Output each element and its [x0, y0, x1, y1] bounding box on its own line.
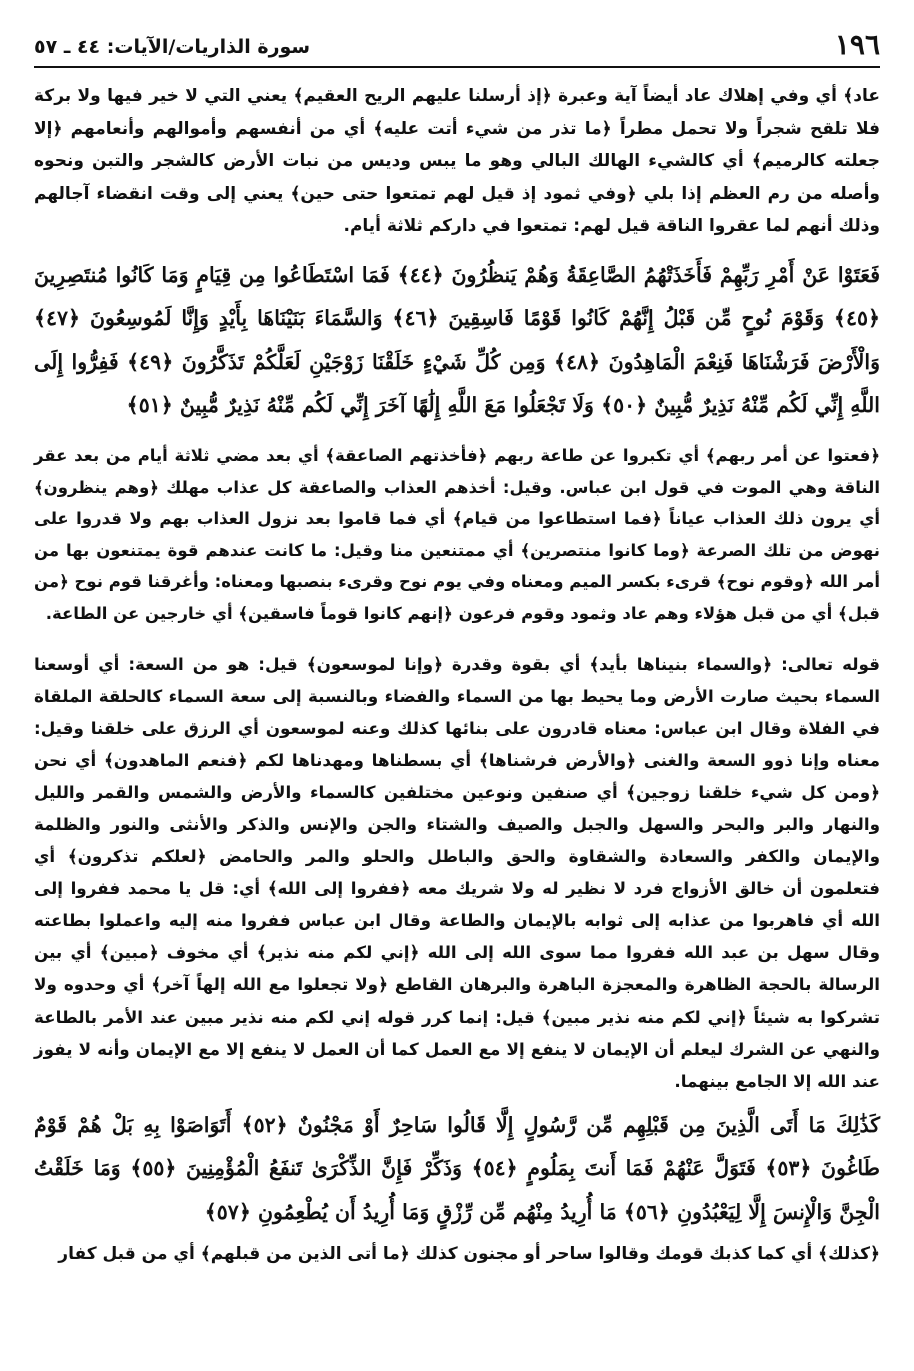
paragraph-text: ﴿فعتوا عن أمر ربهم﴾ أي تكبروا عن طاعة ربهم ﴿فأخذتهم الصاعقة﴾ أي بعد مضي ثلاثة أيام من بعد عقر الناقة وهي الموت في قول ابن عباس. وقيل: أخذهم العذاب والصاعقة كل عذاب مهلك ﴿وهم ينظرون﴾ أي يرون ذلك العذاب عياناً ﴿فما استطاعوا من قيام﴾ أي فما قاموا بعد نزول العذاب بهم ولا قدروا على نهوض من تلك الصرعة ﴿وما كانوا منتصرين﴾ أي ممتنعين منا وقيل: ما كانت عندهم قوة يمتنعون بها من أمر الله ﴿وقوم نوح﴾ قرىء بكسر الميم ومعناه وفي يوم نوح وقرىء بنصبها ومعناه: وأغرقنا قوم نوح ﴿من قبل﴾ أي من قبل هؤلاء وهم عاد وثمود وقوم فرعون ﴿إنهم كانوا قوماً فاسقين﴾ أي خارجين عن الطاعة.	[34, 446, 880, 623]
verse-text: كَذَٰلِكَ مَا أَتَى الَّذِينَ مِن قَبْلِهِم مِّن رَّسُولٍ إِلَّا قَالُوا سَاحِرٌ أَوْ مَجْنُونٌ ﴿٥٢﴾ أَتَوَاصَوْا بِهِ بَلْ هُمْ قَوْمٌ طَاغُونَ ﴿٥٣﴾ فَتَوَلَّ عَنْهُمْ فَمَا أَنتَ بِمَلُومٍ ﴿٥٤﴾ وَذَكِّرْ فَإِنَّ الذِّكْرَىٰ تَنفَعُ الْمُؤْمِنِينَ ﴿٥٥﴾ وَمَا خَلَقْتُ الْجِنَّ وَالْإِنسَ إِلَّا لِيَعْبُدُونِ ﴿٥٦﴾ مَا أُرِيدُ مِنْهُم مِّن رِّزْقٍ وَمَا أُرِيدُ أَن يُطْعِمُونِ ﴿٥٧﴾	[34, 1113, 880, 1224]
paragraph-text: قوله تعالى: ﴿والسماء بنيناها بأيد﴾ أي بقوة وقدرة ﴿وإنا لموسعون﴾ قيل: هو من السعة: أي أوسعنا السماء بحيث صارت الأرض وما يحيط بها من السماء والفضاء وبالنسبة إلى سعة السماء كالحلقة الملقاة في الفلاة وقال ابن عباس: معناه قادرون على بنائها كذلك وعنه لموسعون أي الرزق على خلقنا وقيل: معناه وإنا ذوو السعة والغنى ﴿والأرض فرشناها﴾ أي بسطناها ومهدناها لكم ﴿فنعم الماهدون﴾ أي نحن ﴿ومن كل شيء خلقنا زوجين﴾ أي صنفين ونوعين مختلفين كالسماء والأرض والشمس والقمر والليل والنهار والبر والبحر والسهل والجبل والصيف والشتاء والجن والإنس والذكر والأنثى والنور والظلمة والإيمان والكفر والسعادة والشقاوة والحق والباطل والحلو والمر والحامض ﴿لعلكم تذكرون﴾ أي فتعلمون أن خالق الأزواج فرد لا نظير له ولا شريك معه ﴿ففروا إلى الله﴾ أي: قل يا محمد ففروا إلى الله أي فاهربوا من عذابه إلى ثوابه بالإيمان والطاعة وقال ابن عباس ففروا منه إليه واعملوا بطاعته وقال سهل بن عبد الله ففروا مما سوى الله إلى الله ﴿إني لكم منه نذير﴾ أي مخوف ﴿مبين﴾ أي بين الرسالة بالحجة الظاهرة والمعجزة الباهرة والبرهان القاطع ﴿ولا تجعلوا مع الله إلهاً آخر﴾ أي وحدوه ولا تشركوا به شيئاً ﴿إني لكم منه نذير مبين﴾ قيل: إنما كرر قوله إني لكم منه نذير مبين عند الأمر بالطاعة والنهي عن الشرك ليعلم أن الإيمان لا ينفع إلا مع العمل كما أن العمل لا ينفع إلا مع الإيمان وأنه لا يفوز عند الله إلا الجامع بينهما.	[34, 654, 880, 1091]
page-header	[34, 30, 880, 68]
paragraph-text: عاد﴾ أي وفي إهلاك عاد أيضاً آية وعبرة ﴿إذ أرسلنا عليهم الريح العقيم﴾ يعني التي لا خير فيها ولا بركة فلا تلقح شجراً ولا تحمل مطراً ﴿ما تذر من شيء أتت عليه﴾ أي من أنفسهم وأموالهم وأنعامهم ﴿إلا جعلته كالرميم﴾ أي كالشيء الهالك البالي وهو ما يبس وديس من نبات الأرض كالشجر والتبن ونحوه وأصله من رم العظم إذا بلي ﴿وفي ثمود إذ قيل لهم تمتعوا حتى حين﴾ يعني إلى وقت انقضاء آجالهم وذلك أنهم لما عقروا الناقة قيل لهم: تمتعوا في داركم ثلاثة أيام.	[34, 86, 880, 236]
running-title: سورة الذاريات/الآيات: ٤٤ ـ ٥٧	[34, 36, 311, 58]
commentary-paragraph-1	[34, 80, 880, 248]
commentary-paragraph-2	[34, 440, 880, 640]
commentary-paragraph-4	[34, 1238, 880, 1274]
paragraph-text: ﴿كذلك﴾ أي كما كذبك قومك وقالوا ساحر أو مجنون كذلك ﴿ما أتى الذين من قبلهم﴾ أي من قبل كفار	[58, 1244, 880, 1264]
page-number: ١٩٦	[834, 28, 880, 61]
quran-verses-52-57	[34, 1104, 880, 1232]
verse-text: فَعَتَوْا عَنْ أَمْرِ رَبِّهِمْ فَأَخَذَتْهُمُ الصَّاعِقَةُ وَهُمْ يَنظُرُونَ ﴿٤٤﴾ فَمَا اسْتَطَاعُوا مِن قِيَامٍ وَمَا كَانُوا مُنتَصِرِينَ ﴿٤٥﴾ وَقَوْمَ نُوحٍ مِّن قَبْلُ إِنَّهُمْ كَانُوا قَوْمًا فَاسِقِينَ ﴿٤٦﴾ وَالسَّمَاءَ بَنَيْنَاهَا بِأَيْدٍ وَإِنَّا لَمُوسِعُونَ ﴿٤٧﴾ وَالْأَرْضَ فَرَشْنَاهَا فَنِعْمَ الْمَاهِدُونَ ﴿٤٨﴾ وَمِن كُلِّ شَيْءٍ خَلَقْنَا زَوْجَيْنِ لَعَلَّكُمْ تَذَكَّرُونَ ﴿٤٩﴾ فَفِرُّوا إِلَى اللَّهِ إِنِّي لَكُم مِّنْهُ نَذِيرٌ مُّبِينٌ ﴿٥٠﴾ وَلَا تَجْعَلُوا مَعَ اللَّهِ إِلَٰهًا آخَرَ إِنِّي لَكُم مِّنْهُ نَذِيرٌ مُّبِينٌ ﴿٥١﴾	[34, 263, 880, 417]
commentary-paragraph-3	[34, 648, 880, 1100]
quran-verses-44-51	[34, 254, 880, 439]
